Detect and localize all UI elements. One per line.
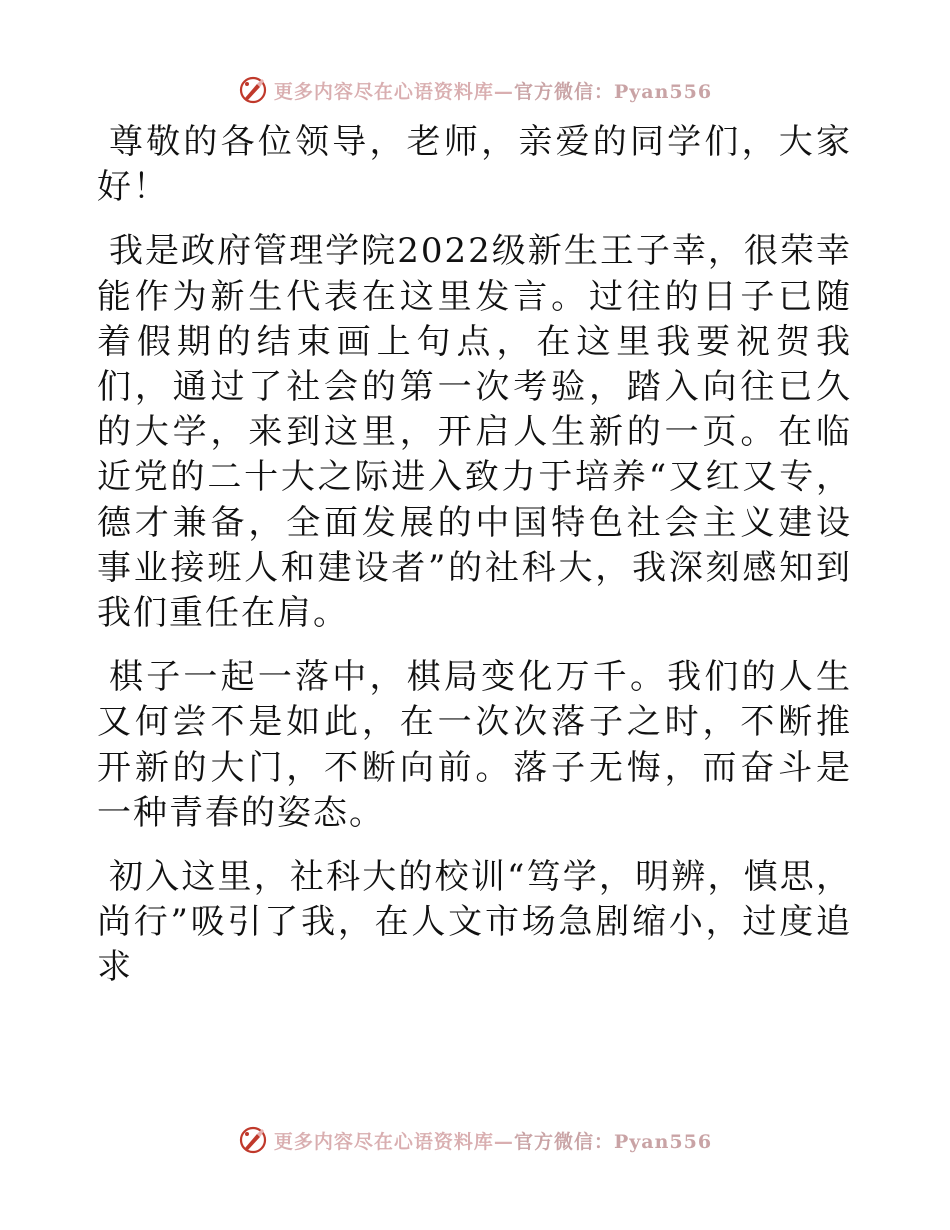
paragraph-chess-metaphor: 棋子一起一落中，棋局变化万千。我们的人生又何尝不是如此，在一次次落子之时，不断推开新的大门，不断向前。落子无悔，而奋斗是一种青春的姿态。 [97, 657, 852, 833]
header-watermark [0, 70, 950, 110]
quill-pen-logo-icon [238, 75, 268, 105]
watermark-text-part2: 官方微信：Pyan556 [513, 80, 713, 103]
watermark-text-part2: 官方微信：Pyan556 [513, 1130, 713, 1153]
paragraph-greeting: 尊敬的各位领导，老师，亲爱的同学们，大家好！ [97, 122, 852, 208]
watermark-text [274, 1127, 712, 1154]
document-body [97, 120, 852, 991]
footer-watermark [0, 1120, 950, 1160]
watermark-text-part1: 更多内容尽在心语资料库— [273, 1130, 514, 1153]
watermark-text-part1: 更多内容尽在心语资料库— [273, 80, 514, 103]
paragraph-introduction: 我是政府管理学院2022级新生王子幸，很荣幸能作为新生代表在这里发言。过往的日子已随着假期的结束画上句点，在这里我要祝贺我们，通过了社会的第一次考验，踏入向往已久的大学，来到这里，开启人生新的一页。在临近党的二十大之际进入致力于培养“又红又专，德才兼备，全面发展的中国特色社会主义建设事业接班人和建设者”的社科大，我深刻感知到我们重任在肩。 [97, 231, 852, 634]
paragraph-school-motto: 初入这里，社科大的校训“笃学，明辨，慎思，尚行”吸引了我，在人文市场急剧缩小，过度追求 [97, 857, 852, 988]
watermark-text [274, 77, 712, 104]
quill-pen-logo-icon [238, 1125, 268, 1155]
